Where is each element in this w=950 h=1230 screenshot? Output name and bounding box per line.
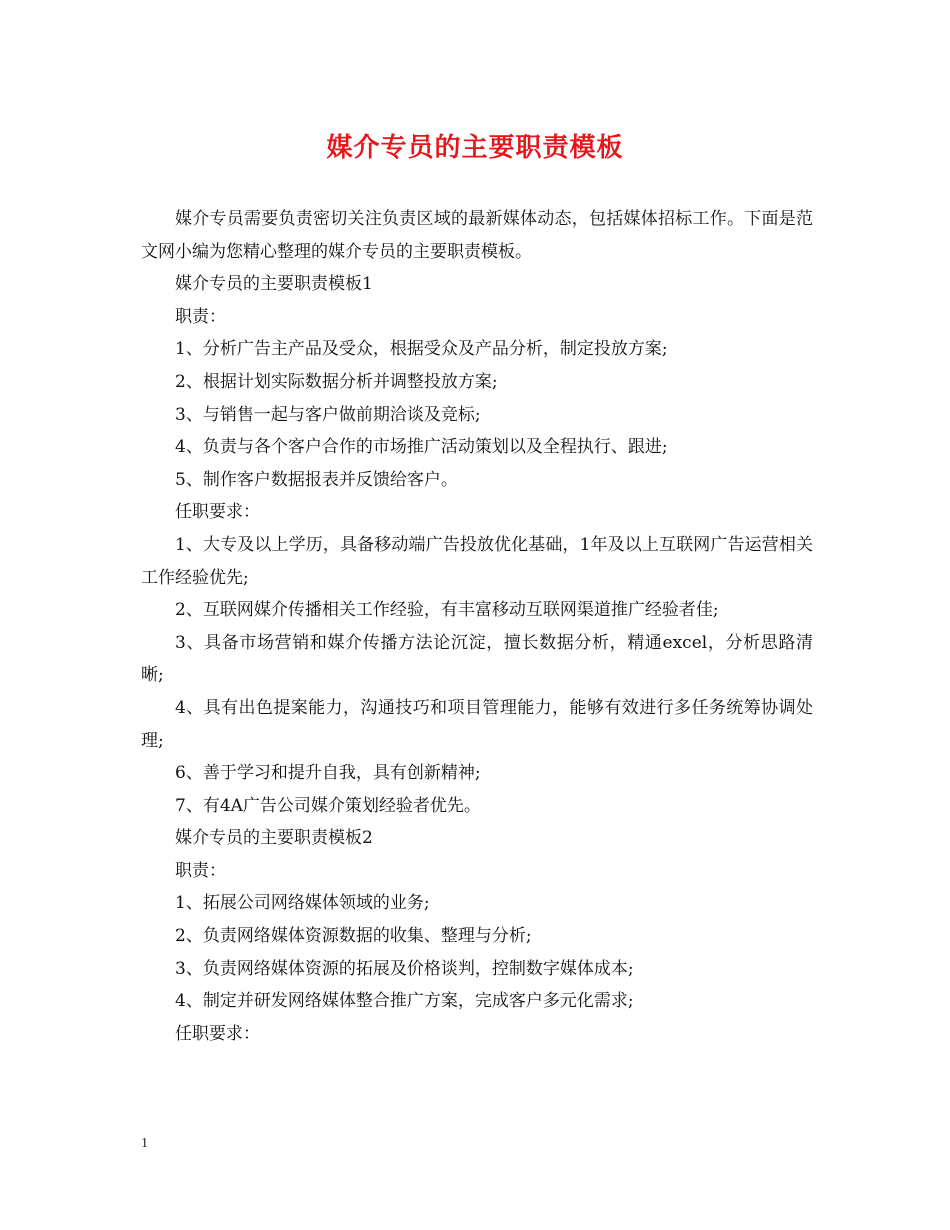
requirement-item: 7、有4A广告公司媒介策划经验者优先。 xyxy=(175,795,481,816)
intro-paragraph: 媒介专员需要负责密切关注负责区域的最新媒体动态，包括媒体招标工作。下面是范文网小编为您精心整理的媒介专员的主要职责模板。 xyxy=(141,209,813,262)
duties-label: 职责： xyxy=(175,306,226,327)
duty-item: 2、根据计划实际数据分析并调整投放方案; xyxy=(175,371,498,392)
requirements-label: 任职要求： xyxy=(175,1023,260,1044)
duty-item: 5、制作客户数据报表并反馈给客户。 xyxy=(175,469,458,490)
duty-item: 1、分析广告主产品及受众，根据受众及产品分析，制定投放方案; xyxy=(175,339,668,360)
duty-item: 2、负责网络媒体资源数据的收集、整理与分析; xyxy=(175,926,532,947)
requirement-item: 6、善于学习和提升自我，具有创新精神; xyxy=(175,763,481,784)
duty-item: 3、与销售一起与客户做前期洽谈及竞标; xyxy=(175,404,481,425)
duty-item: 4、负责与各个客户合作的市场推广活动策划以及全程执行、跟进; xyxy=(175,437,668,458)
requirement-item: 1、大专及以上学历，具备移动端广告投放优化基础，1年及以上互联网广告运营相关工作经验优先; xyxy=(141,534,813,588)
document-title: 媒介专员的主要职责模板 xyxy=(326,133,624,163)
requirement-item: 4、具有出色提案能力，沟通技巧和项目管理能力，能够有效进行多任务统筹协调处理; xyxy=(141,697,813,751)
page-number: 1 xyxy=(141,1136,148,1151)
duty-item: 4、制定并研发网络媒体整合推广方案，完成客户多元化需求; xyxy=(175,991,634,1012)
duty-item: 3、负责网络媒体资源的拓展及价格谈判，控制数字媒体成本; xyxy=(175,958,634,979)
duty-item: 1、拓展公司网络媒体领域的业务; xyxy=(175,893,430,914)
duties-label: 职责： xyxy=(175,860,226,881)
section-heading-template-2: 媒介专员的主要职责模板2 xyxy=(175,828,373,849)
requirement-item: 2、互联网媒介传播相关工作经验，有丰富移动互联网渠道推广经验者佳; xyxy=(175,600,719,621)
requirement-item: 3、具备市场营销和媒介传播方法论沉淀，擅长数据分析，精通excel，分析思路清晰; xyxy=(141,632,813,686)
document-body xyxy=(141,203,813,1050)
section-heading-template-1: 媒介专员的主要职责模板1 xyxy=(175,274,373,295)
requirements-label: 任职要求： xyxy=(175,502,260,523)
